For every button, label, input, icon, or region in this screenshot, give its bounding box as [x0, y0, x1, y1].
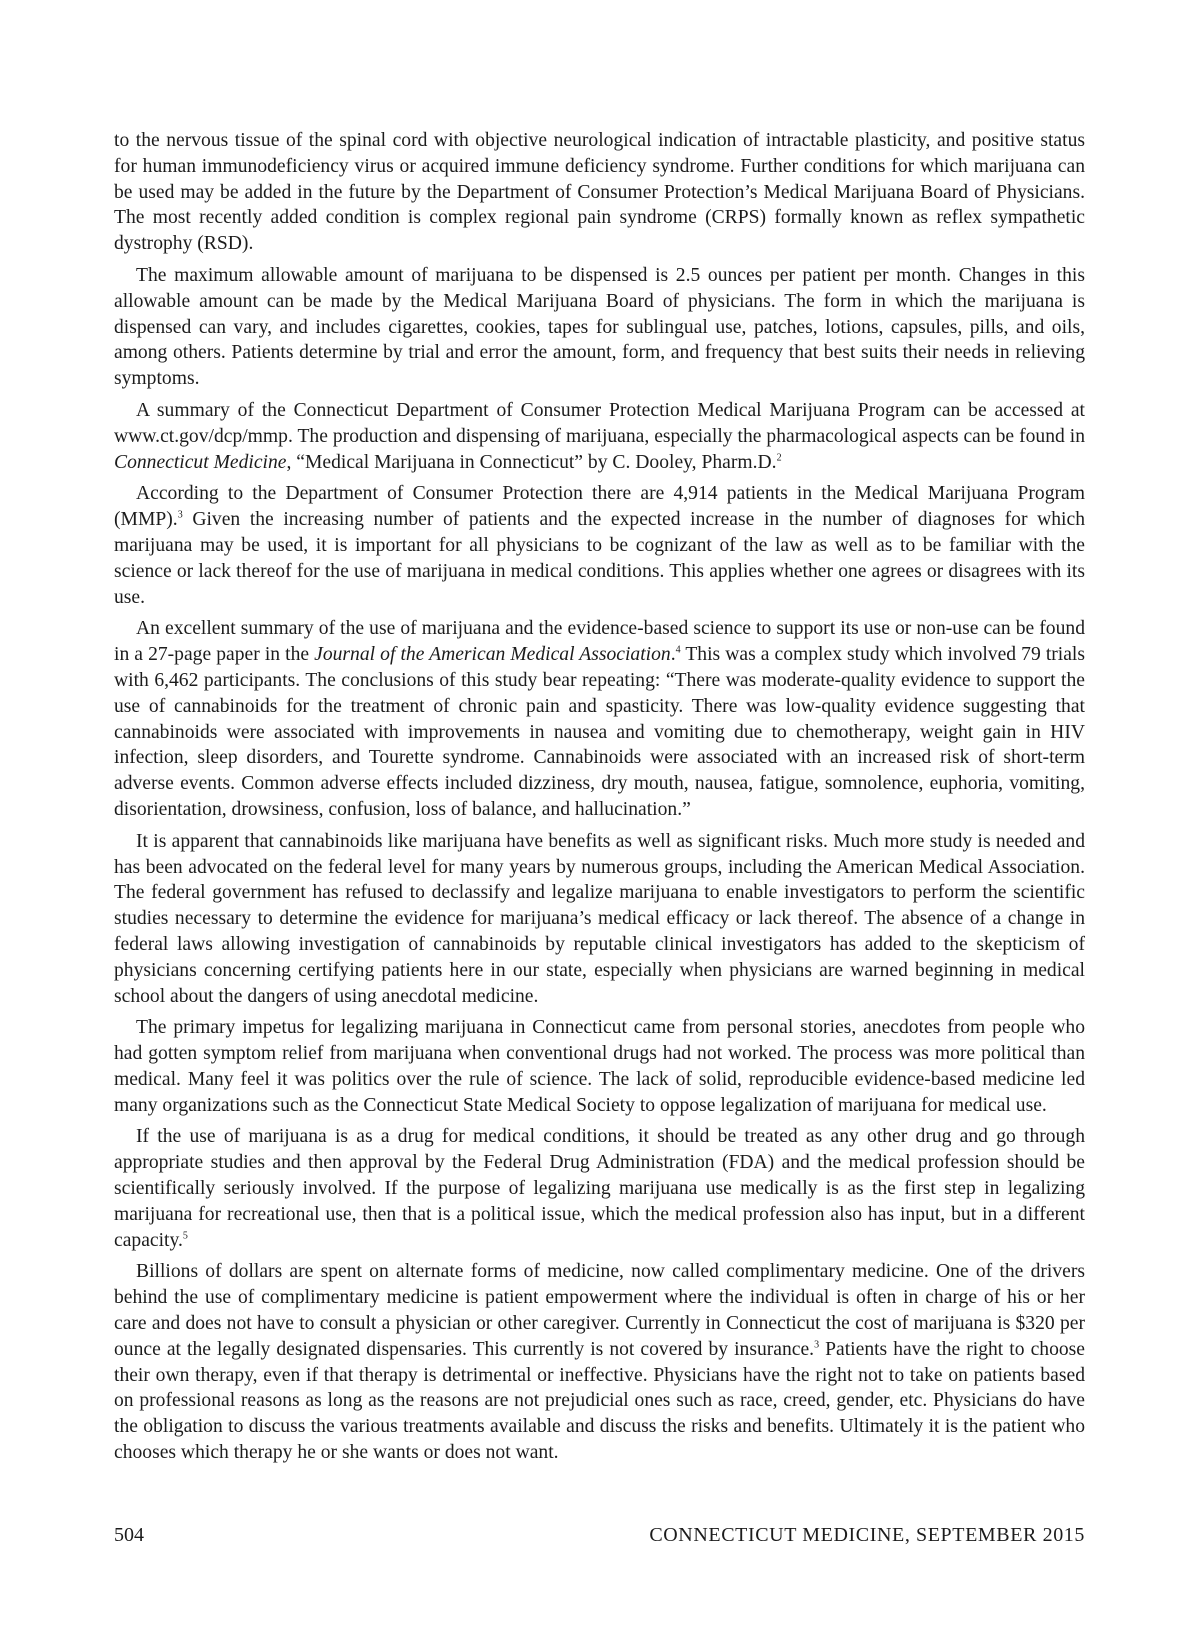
paragraph-2	[114, 263, 1085, 392]
reference-marker: 5	[182, 1230, 188, 1242]
paragraph-6-text: It is apparent that cannabinoids like marijuana have benefits as well as significant risks. Much more study is needed and has been advocated on the federal level for many years by numerous groups, including the American Medical Association. The federal government has refused to declassify and legalize marijuana to enable investigators to perform the scientific studies necessary to determine the evidence for marijuana’s medical efficacy or lack thereof. The absence of a change in federal laws allowing investigation of cannabinoids by reputable clinical investigators has added to the skepticism of physicians concerning certifying patients here in our state, especially when physicians are warned beginning in medical school about the dangers of using anecdotal medicine.	[114, 830, 1085, 1007]
paragraph-9	[114, 1259, 1085, 1465]
paragraph-5-text: An excellent summary of the use of marijuana and the evidence-based science to support its use or non-use can be found in a 27-page paper in the	[114, 618, 1085, 666]
article-body	[114, 128, 1085, 1472]
paragraph-8-text: If the use of marijuana is as a drug for medical conditions, it should be treated as any other drug and go through appropriate studies and then approval by the Federal Drug Administration (FDA) and the medical profession should be scientifically seriously involved. If the purpose of legalizing marijuana use medically is as the first step in legalizing marijuana for recreational use, then that is a political issue, which the medical profession also has input, but in a different capacity.	[114, 1126, 1085, 1251]
paragraph-3-text-end: , “Medical Marijuana in Connecticut” by C. Dooley, Pharm.D.	[286, 451, 777, 473]
page-number: 504	[114, 1524, 144, 1546]
journal-title-connecticut-medicine: Connecticut Medicine	[114, 451, 287, 473]
paragraph-5-punctuation: .	[670, 644, 676, 666]
reference-marker: 3	[177, 509, 183, 521]
paragraph-4	[114, 481, 1085, 610]
paragraph-7	[114, 1015, 1085, 1118]
paragraph-1-text: to the nervous tissue of the spinal cord with objective neurological indication of intractable plasticity, and positive status for human immunodeficiency virus or acquired immune deficiency syndrome. Further conditions for which marijuana can be used may be added in the future by the Department of Consumer Protection’s Medical Marijuana Board of Physicians. The most recently added condition is complex regional pain syndrome (CRPS) formally known as reflex sympathetic dystrophy (RSD).	[114, 130, 1085, 255]
page-footer	[114, 1524, 1085, 1554]
paragraph-8	[114, 1124, 1085, 1253]
paragraph-2-text: The maximum allowable amount of marijuana to be dispensed is 2.5 ounces per patient per month. Changes in this allowable amount can be made by the Medical Marijuana Board of physicians. The form in which the marijuana is dispensed can vary, and includes cigarettes, cookies, tapes for sublingual use, patches, lotions, capsules, pills, and oils, among others. Patients determine by trial and error the amount, form, and frequency that best suits their needs in relieving symptoms.	[114, 264, 1085, 390]
paragraph-6	[114, 829, 1085, 1010]
paragraph-5	[114, 616, 1085, 822]
paragraph-9-text: Billions of dollars are spent on alternate forms of medicine, now called complimentary medicine. One of the drivers behind the use of complimentary medicine is patient empowerment where the individual is often in charge of his or her care and does not have to consult a physician or other caregiver. Currently in Connecticut the cost of marijuana is $320 per ounce at the legally designated dispensaries. This currently is not covered by insurance.	[114, 1261, 1085, 1360]
reference-marker: 2	[776, 452, 782, 464]
paragraph-4-text-end: Given the increasing number of patients and the expected increase in the number of diagnoses for which marijuana may be used, it is important for all physicians to be cognizant of the law as well as to be familiar with the science or lack thereof for the use of marijuana in medical conditions. This applies whether one agrees or disagrees with its use.	[114, 509, 1085, 608]
journal-title-jama: Journal of the American Medical Association	[314, 644, 671, 666]
running-footer-title: CONNECTICUT MEDICINE, SEPTEMBER 2015	[649, 1524, 1085, 1546]
paragraph-9-text-end: Patients have the right to choose their own therapy, even if that therapy is detrimental or ineffective. Physicians have the right not to take on patients based on professional reasons as long as the reasons are not prejudicial ones such as race, creed, gender, etc. Physicians do have the obligation to discuss the various treatments available and discuss the risks and benefits. Ultimately it is the patient who chooses which therapy he or she wants or does not want.	[114, 1338, 1085, 1464]
reference-marker: 3	[814, 1339, 820, 1351]
paragraph-3	[114, 398, 1085, 475]
reference-marker: 4	[675, 644, 681, 656]
paragraph-4-text: According to the Department of Consumer Protection there are 4,914 patients in the Medical Marijuana Program (MMP).	[114, 483, 1085, 531]
paragraph-1	[114, 128, 1085, 257]
paragraph-5-text-end: This was a complex study which involved 79 trials with 6,462 participants. The conclusions of this study bear repeating: “There was moderate-quality evidence to support the use of cannabinoids for the treatment of chronic pain and spasticity. There was low-quality evidence suggesting that cannabinoids were associated with improvements in nausea and vomiting due to chemotherapy, weight gain in HIV infection, sleep disorders, and Tourette syndrome. Cannabinoids were associated with an increased risk of short-term adverse events. Common adverse effects included dizziness, dry mouth, nausea, fatigue, somnolence, euphoria, vomiting, disorientation, drowsiness, confusion, loss of balance, and hallucination.”	[114, 644, 1086, 820]
paragraph-3-text: A summary of the Connecticut Department of Consumer Protection Medical Marijuana Program can be accessed at www.ct.gov/dcp/mmp. The production and dispensing of marijuana, especially the pharmacological aspects can be found in	[114, 399, 1085, 447]
paragraph-7-text: The primary impetus for legalizing marijuana in Connecticut came from personal stories, anecdotes from people who had gotten symptom relief from marijuana when conventional drugs had not worked. The process was more political than medical. Many feel it was politics over the rule of science. The lack of solid, reproducible evidence-based medicine led many organizations such as the Connecticut State Medical Society to oppose legalization of marijuana for medical use.	[114, 1017, 1085, 1116]
